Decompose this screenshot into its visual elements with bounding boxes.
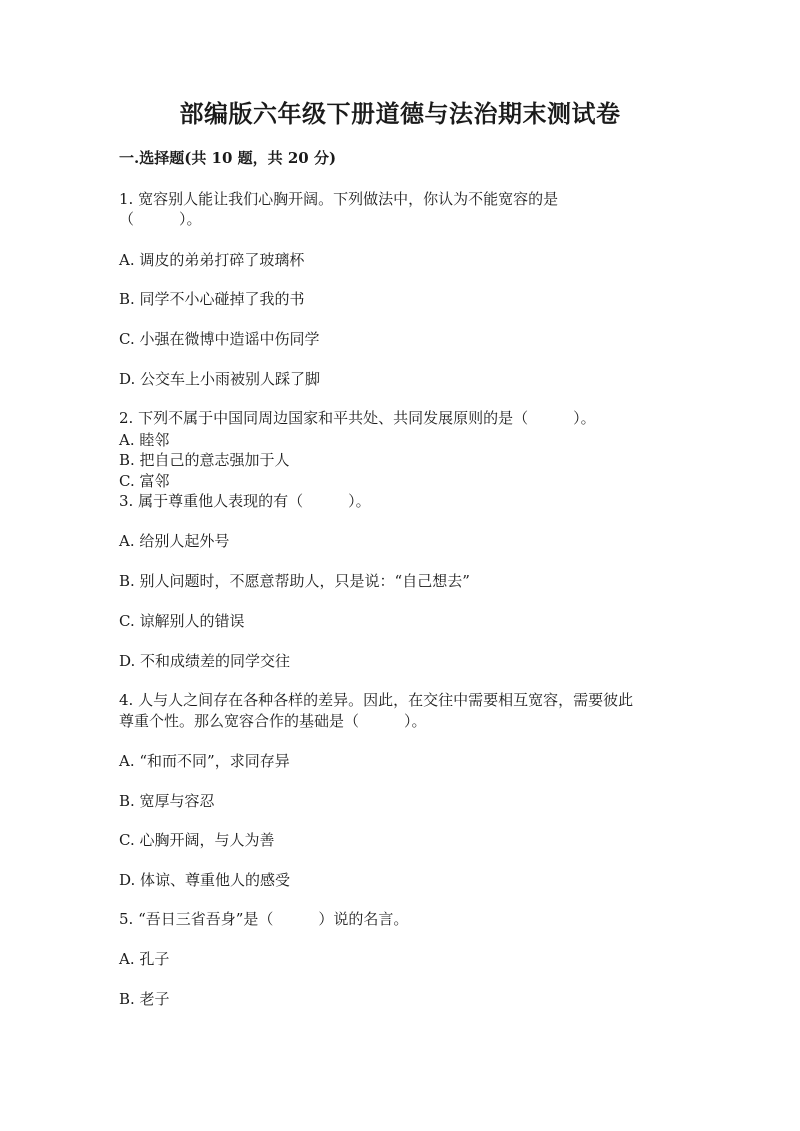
question-2-option-c: C. 富邻: [119, 472, 170, 490]
question-4-option-b: B. 宽厚与容忍: [119, 792, 215, 810]
question-5-option-a: A. 孔子: [119, 950, 170, 968]
question-3-option-d: D. 不和成绩差的同学交往: [119, 652, 291, 670]
question-4-option-a: A. “和而不同”，求同存异: [119, 752, 290, 770]
question-1-stem-line-2: （ ）。: [119, 210, 202, 228]
question-4-stem-line-2: 尊重个性。那么宽容合作的基础是（ ）。: [119, 712, 427, 730]
exam-title: 部编版六年级下册道德与法治期末测试卷: [179, 99, 621, 128]
question-4-option-c: C. 心胸开阔，与人为善: [119, 831, 275, 849]
question-1-option-a: A. 调皮的弟弟打碎了玻璃杯: [119, 251, 305, 269]
question-5-stem: 5. “吾日三省吾身”是（ ）说的名言。: [119, 910, 409, 928]
question-4-option-d: D. 体谅、尊重他人的感受: [119, 871, 291, 889]
question-1-stem-line-1: 1. 宽容别人能让我们心胸开阔。下列做法中，你认为不能宽容的是: [119, 190, 559, 208]
question-1-option-d: D. 公交车上小雨被别人踩了脚: [119, 370, 321, 388]
question-1-option-c: C. 小强在微博中造谣中伤同学: [119, 330, 320, 348]
question-3-option-c: C. 谅解别人的错误: [119, 612, 245, 630]
question-4-stem-line-1: 4. 人与人之间存在各种各样的差异。因此，在交往中需要相互宽容，需要彼此: [119, 691, 634, 709]
question-3-stem: 3. 属于尊重他人表现的有（ ）。: [119, 492, 371, 510]
section-heading: 一.选择题(共 10 题，共 20 分): [119, 149, 337, 167]
question-2-option-a: A. 睦邻: [119, 431, 170, 449]
question-3-option-b: B. 别人问题时，不愿意帮助人，只是说：“自己想去”: [119, 572, 470, 590]
question-1-option-b: B. 同学不小心碰掉了我的书: [119, 290, 305, 308]
question-2-stem: 2. 下列不属于中国同周边国家和平共处、共同发展原则的是（ ）。: [119, 409, 596, 427]
question-2-option-b: B. 把自己的意志强加于人: [119, 451, 290, 469]
question-5-option-b: B. 老子: [119, 990, 170, 1008]
question-3-option-a: A. 给别人起外号: [119, 532, 230, 550]
